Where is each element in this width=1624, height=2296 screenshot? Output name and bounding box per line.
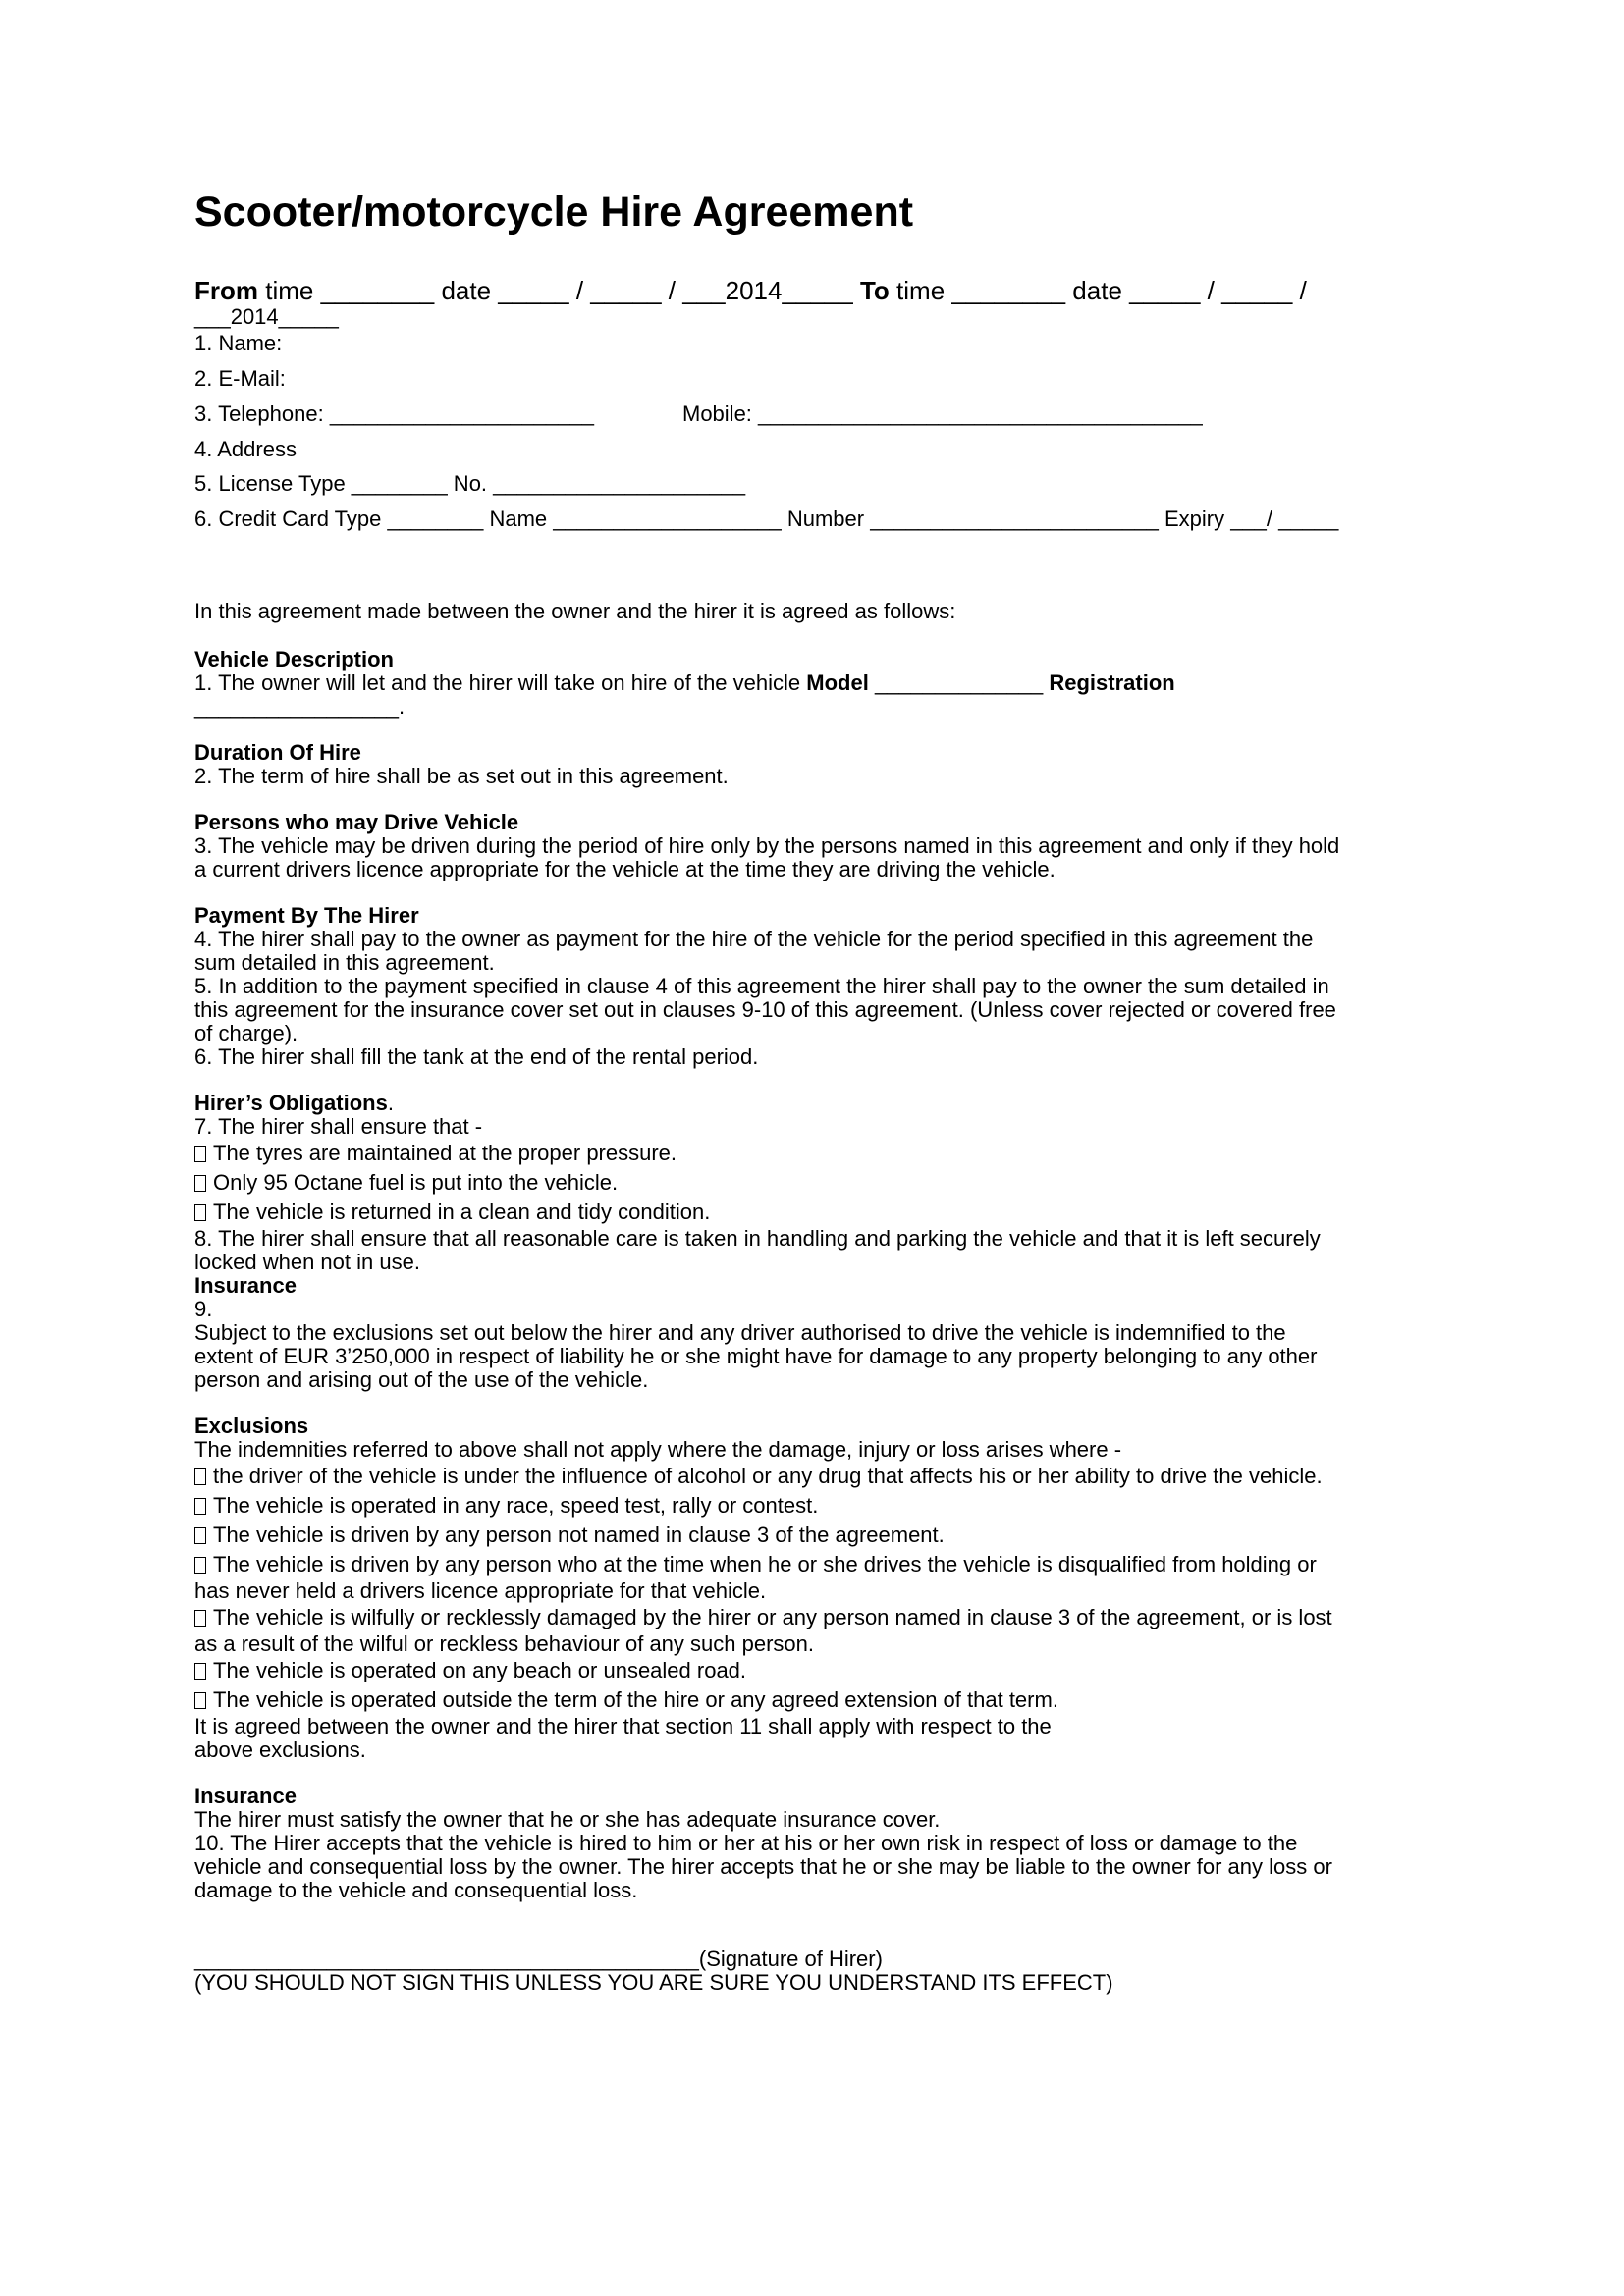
exclusion-text: The vehicle is driven by any person not named in clause 3 of the agreement. bbox=[213, 1522, 945, 1547]
from-fields: time ________ date _____ / _____ / ___2014_____ bbox=[258, 276, 860, 305]
exclusion-text: The vehicle is operated in any race, speed test, rally or contest. bbox=[213, 1493, 819, 1518]
payment-line: of charge). bbox=[194, 1021, 298, 1045]
checkbox-icon bbox=[194, 1527, 206, 1544]
exclusions-closing-2: above exclusions. bbox=[194, 1737, 366, 1762]
exclusions-heading: Exclusions bbox=[194, 1414, 309, 1438]
clause-7-intro: 7. The hirer shall ensure that - bbox=[194, 1114, 483, 1139]
vehicle-description-heading: Vehicle Description bbox=[194, 647, 394, 671]
telephone-field: 3. Telephone: ______________________ bbox=[194, 401, 594, 426]
hire-period-line bbox=[194, 277, 1307, 304]
insurance-line: Subject to the exclusions set out below the hirer and any driver authorised to drive the vehicle is indemnified to the bbox=[194, 1320, 1286, 1345]
insurance-heading-2: Insurance bbox=[194, 1784, 297, 1808]
checkbox-icon bbox=[194, 1204, 206, 1221]
from-label: From bbox=[194, 276, 258, 305]
exclusion-continuation: has never held a drivers licence appropriate for that vehicle. bbox=[194, 1578, 767, 1603]
clause-2: 2. The term of hire shall be as set out in this agreement. bbox=[194, 764, 729, 788]
to-fields: time ________ date _____ / _____ / bbox=[889, 276, 1307, 305]
clause-8-line-1: 8. The hirer shall ensure that all reasonable care is taken in handling and parking the vehicle and that it is left securely bbox=[194, 1226, 1321, 1251]
checkbox-icon bbox=[194, 1610, 206, 1627]
exclusion-text: The vehicle is driven by any person who at the time when he or she drives the vehicle is disqualified from holding or bbox=[213, 1552, 1317, 1576]
insurance-line: person and arising out of the use of the vehicle. bbox=[194, 1367, 649, 1392]
checkbox-icon bbox=[194, 1498, 206, 1515]
model-label: Model bbox=[806, 670, 869, 695]
model-blank: ______________ bbox=[868, 670, 1050, 695]
checkbox-icon bbox=[194, 1557, 206, 1574]
license-field: 5. License Type ________ No. _____________________ bbox=[194, 471, 746, 496]
insurance-2-line: 10. The Hirer accepts that the vehicle is hired to him or her at his or her own risk in respect of loss or damage to the bbox=[194, 1831, 1298, 1855]
clause-3-line-1: 3. The vehicle may be driven during the period of hire only by the persons named in this agreement and only if they hold bbox=[194, 833, 1340, 858]
checkbox-icon bbox=[194, 1468, 206, 1485]
obligation-item bbox=[194, 1201, 710, 1224]
persons-heading: Persons who may Drive Vehicle bbox=[194, 810, 519, 834]
signature-warning: (YOU SHOULD NOT SIGN THIS UNLESS YOU ARE SURE YOU UNDERSTAND ITS EFFECT) bbox=[194, 1970, 1113, 1995]
credit-card-field: 6. Credit Card Type ________ Name ___________________ Number ________________________ Expiry ___/ _____ bbox=[194, 507, 1339, 531]
obligation-text: The tyres are maintained at the proper pressure. bbox=[213, 1141, 677, 1165]
exclusion-item bbox=[194, 1494, 818, 1518]
exclusion-item bbox=[194, 1688, 1058, 1712]
insurance-2-line: damage to the vehicle and consequential loss. bbox=[194, 1878, 638, 1902]
clause-1 bbox=[194, 671, 1175, 695]
insurance-heading: Insurance bbox=[194, 1273, 297, 1298]
exclusion-item bbox=[194, 1523, 945, 1547]
telephone-row bbox=[194, 401, 1203, 426]
email-field: 2. E-Mail: bbox=[194, 366, 286, 391]
obligation-item bbox=[194, 1142, 677, 1165]
clause-9-number: 9. bbox=[194, 1297, 213, 1321]
insurance-2-line: vehicle and consequential loss by the owner. The hirer accepts that he or she may be liable to the owner for any loss or bbox=[194, 1854, 1332, 1879]
to-label: To bbox=[859, 276, 890, 305]
obligation-item bbox=[194, 1171, 618, 1195]
clause-3-line-2: a current drivers licence appropriate for the vehicle at the time they are driving the vehicle. bbox=[194, 857, 1056, 881]
exclusion-text: the driver of the vehicle is under the influence of alcohol or any drug that affects his or her ability to drive the vehicle. bbox=[213, 1464, 1323, 1488]
payment-line: 6. The hirer shall fill the tank at the end of the rental period. bbox=[194, 1044, 759, 1069]
registration-label: Registration bbox=[1049, 670, 1175, 695]
insurance-2-line: The hirer must satisfy the owner that he or she has adequate insurance cover. bbox=[194, 1807, 941, 1832]
exclusion-text: The vehicle is wilfully or recklessly damaged by the hirer or any person named in clause 3 of the agreement, or is lost bbox=[213, 1605, 1332, 1629]
document-title: Scooter/motorcycle Hire Agreement bbox=[194, 188, 914, 236]
address-field: 4. Address bbox=[194, 437, 297, 461]
obligation-text: The vehicle is returned in a clean and tidy condition. bbox=[213, 1200, 711, 1224]
exclusions-intro: The indemnities referred to above shall not apply where the damage, injury or loss arises where - bbox=[194, 1437, 1122, 1462]
registration-blank: _________________. bbox=[194, 694, 406, 719]
obligations-heading: Hirer’s Obligations bbox=[194, 1091, 388, 1115]
payment-line: sum detailed in this agreement. bbox=[194, 950, 495, 975]
checkbox-icon bbox=[194, 1146, 206, 1162]
insurance-line: extent of EUR 3’250,000 in respect of liability he or she might have for damage to any property belonging to any other bbox=[194, 1344, 1318, 1368]
exclusion-item bbox=[194, 1465, 1323, 1488]
checkbox-icon bbox=[194, 1175, 206, 1192]
name-field: 1. Name: bbox=[194, 331, 283, 355]
checkbox-icon bbox=[194, 1663, 206, 1680]
exclusion-continuation: as a result of the wilful or reckless behaviour of any such person. bbox=[194, 1631, 814, 1656]
signature-line: __________________________________________(Signature of Hirer) bbox=[194, 1947, 883, 1971]
mobile-field: Mobile: _____________________________________ bbox=[682, 401, 1203, 426]
exclusion-item bbox=[194, 1606, 1332, 1629]
payment-heading: Payment By The Hirer bbox=[194, 903, 419, 928]
hire-year-line: ___2014_____ bbox=[194, 304, 339, 329]
exclusion-item bbox=[194, 1553, 1317, 1576]
clause-1-text: 1. The owner will let and the hirer will take on hire of the vehicle bbox=[194, 670, 807, 695]
payment-line: this agreement for the insurance cover set out in clauses 9-10 of this agreement. (Unless cover rejected or covered free bbox=[194, 997, 1336, 1022]
clause-8-line-2: locked when not in use. bbox=[194, 1250, 420, 1274]
obligation-text: Only 95 Octane fuel is put into the vehicle. bbox=[213, 1170, 619, 1195]
payment-line: 5. In addition to the payment specified in clause 4 of this agreement the hirer shall pay to the owner the sum detailed in bbox=[194, 974, 1329, 998]
payment-line: 4. The hirer shall pay to the owner as payment for the hire of the vehicle for the period specified in this agreement the bbox=[194, 927, 1314, 951]
intro-text: In this agreement made between the owner and the hirer it is agreed as follows: bbox=[194, 599, 956, 623]
obligations-heading-row bbox=[194, 1092, 394, 1115]
duration-heading: Duration Of Hire bbox=[194, 740, 361, 765]
exclusion-text: The vehicle is operated outside the term of the hire or any agreed extension of that term. bbox=[213, 1687, 1058, 1712]
obligations-heading-end: . bbox=[387, 1091, 394, 1115]
exclusion-text: The vehicle is operated on any beach or unsealed road. bbox=[213, 1658, 747, 1682]
exclusion-item bbox=[194, 1659, 746, 1682]
checkbox-icon bbox=[194, 1692, 206, 1709]
exclusions-closing-1: It is agreed between the owner and the hirer that section 11 shall apply with respect to the bbox=[194, 1714, 1052, 1738]
